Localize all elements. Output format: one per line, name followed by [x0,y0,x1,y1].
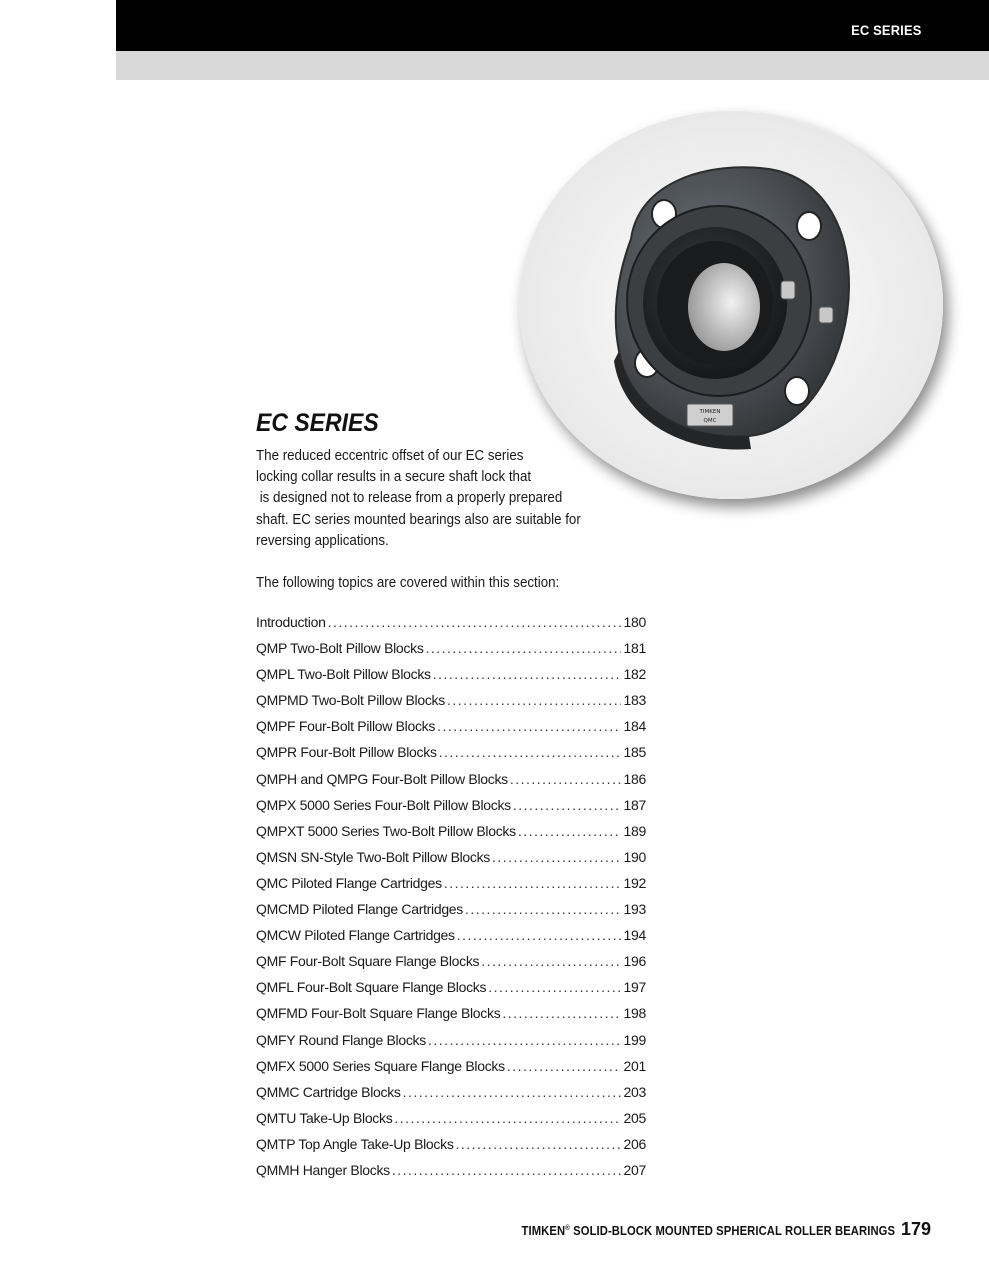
toc-page: 189 [623,822,646,839]
page-number: 179 [900,1219,931,1239]
intro-line: locking collar results in a secure shaft lock that [256,469,532,486]
flange-bearing-image [519,111,943,499]
shaft-bore [688,263,760,351]
page-footer [480,1219,931,1240]
toc-entry[interactable] [256,666,646,692]
toc-entry[interactable] [256,849,646,875]
toc-entry[interactable] [256,823,646,849]
dot-leader [507,1058,621,1074]
toc-label: QMMC Cartridge Blocks [256,1083,401,1100]
toc-entry[interactable] [256,718,646,744]
product-photo [519,111,943,499]
dot-leader [513,797,621,813]
toc-page: 205 [623,1109,646,1126]
toc-page: 184 [623,718,646,735]
toc-entry[interactable] [256,927,646,953]
toc-entry[interactable] [256,1032,646,1058]
section-title: EC SERIES [256,409,379,437]
toc-page: 180 [623,614,646,630]
toc-entry[interactable] [256,1005,646,1031]
header-gray-band [116,51,989,80]
dot-leader [328,614,621,630]
header-bar [116,0,989,51]
toc-label: QMPH and QMPG Four-Bolt Pillow Blocks [256,770,508,787]
toc-label: QMCW Piloted Flange Cartridges [256,927,455,944]
toc-label: QMCMD Piloted Flange Cartridges [256,901,463,918]
toc-label: QMSN SN-Style Two-Bolt Pillow Blocks [256,848,491,865]
dot-leader [394,1110,620,1126]
toc-page: 206 [623,1135,646,1152]
dot-leader [439,744,621,760]
toc-entry[interactable] [256,979,646,1005]
toc-entry[interactable] [256,1162,646,1188]
dot-leader [492,849,621,865]
toc-label: QMPMD Two-Bolt Pillow Blocks [256,692,445,709]
intro-line: reversing applications. [256,532,389,549]
toc-entry[interactable] [256,640,646,666]
toc-entry[interactable] [256,1110,646,1136]
toc-page: 207 [623,1161,646,1178]
toc-page: 182 [623,666,646,683]
toc-page: 187 [623,796,646,813]
dot-leader [433,666,621,682]
footer-catalog-title: SOLID-BLOCK MOUNTED SPHERICAL ROLLER BEARINGS [569,1224,895,1238]
toc-page: 181 [623,640,646,657]
toc-label: QMTU Take-Up Blocks [256,1109,393,1126]
footer-title [521,1224,895,1238]
dot-leader [444,875,621,891]
section-label: EC SERIES [850,22,921,38]
toc-label: QMPF Four-Bolt Pillow Blocks [256,718,436,735]
toc-entry[interactable] [256,1084,646,1110]
toc-entry[interactable] [256,1136,646,1162]
toc-label: Introduction [256,614,326,630]
toc-entry[interactable] [256,744,646,770]
svg-text:TIMKEN: TIMKEN [699,409,721,415]
dot-leader [456,1136,621,1152]
toc-page: 183 [623,692,646,709]
dot-leader [457,927,621,943]
toc-label: QMFMD Four-Bolt Square Flange Blocks [256,1005,501,1022]
toc-page: 203 [623,1083,646,1100]
table-of-contents [256,614,646,1188]
footer-brand: TIMKEN [521,1224,566,1238]
dot-leader [518,823,621,839]
toc-label: QMPR Four-Bolt Pillow Blocks [256,744,437,761]
dot-leader [465,901,621,917]
dot-leader [403,1084,621,1100]
intro-paragraph [256,446,606,552]
dot-leader [481,953,620,969]
toc-page: 192 [623,874,646,891]
toc-label: QMF Four-Bolt Square Flange Blocks [256,953,480,970]
toc-page: 194 [623,927,646,944]
toc-label: QMFY Round Flange Blocks [256,1031,426,1048]
toc-entry[interactable] [256,797,646,823]
toc-page: 201 [623,1057,646,1074]
toc-entry[interactable] [256,614,646,640]
toc-page: 190 [623,848,646,865]
toc-page: 193 [623,901,646,918]
toc-page: 196 [623,953,646,970]
toc-label: QMTP Top Angle Take-Up Blocks [256,1135,454,1152]
dot-leader [428,1032,621,1048]
topics-lead: The following topics are covered within this section: [256,575,560,591]
toc-page: 197 [623,979,646,996]
intro-line: The reduced eccentric offset of our EC series [256,448,524,464]
toc-entry[interactable] [256,1058,646,1084]
toc-page: 198 [623,1005,646,1022]
toc-entry[interactable] [256,953,646,979]
toc-label: QMMH Hanger Blocks [256,1161,390,1178]
dot-leader [510,771,621,787]
intro-line: shaft. EC series mounted bearings also are suitable for [256,511,581,528]
toc-entry[interactable] [256,875,646,901]
dot-leader [502,1005,620,1021]
dot-leader [437,718,620,734]
toc-label: QMPXT 5000 Series Two-Bolt Pillow Blocks [256,822,516,839]
toc-label: QMPX 5000 Series Four-Bolt Pillow Blocks [256,796,511,813]
dot-leader [392,1162,621,1178]
toc-label: QMFL Four-Bolt Square Flange Blocks [256,979,487,996]
toc-label: QMFX 5000 Series Square Flange Blocks [256,1057,505,1074]
dot-leader [426,640,621,656]
toc-label: QMP Two-Bolt Pillow Blocks [256,640,424,657]
intro-line: is designed not to release from a properly prepared [256,490,563,507]
dot-leader [447,692,621,708]
toc-page: 186 [623,770,646,787]
svg-text:QMC: QMC [703,418,717,424]
toc-entry[interactable] [256,901,646,927]
toc-entry[interactable] [256,692,646,718]
dot-leader [488,979,620,995]
trademark-symbol: ® [565,1224,570,1232]
toc-label: QMPL Two-Bolt Pillow Blocks [256,666,431,683]
housing-badge [687,404,733,426]
toc-entry[interactable] [256,771,646,797]
toc-page: 199 [623,1031,646,1048]
toc-label: QMC Piloted Flange Cartridges [256,874,442,891]
toc-page: 185 [623,744,646,761]
